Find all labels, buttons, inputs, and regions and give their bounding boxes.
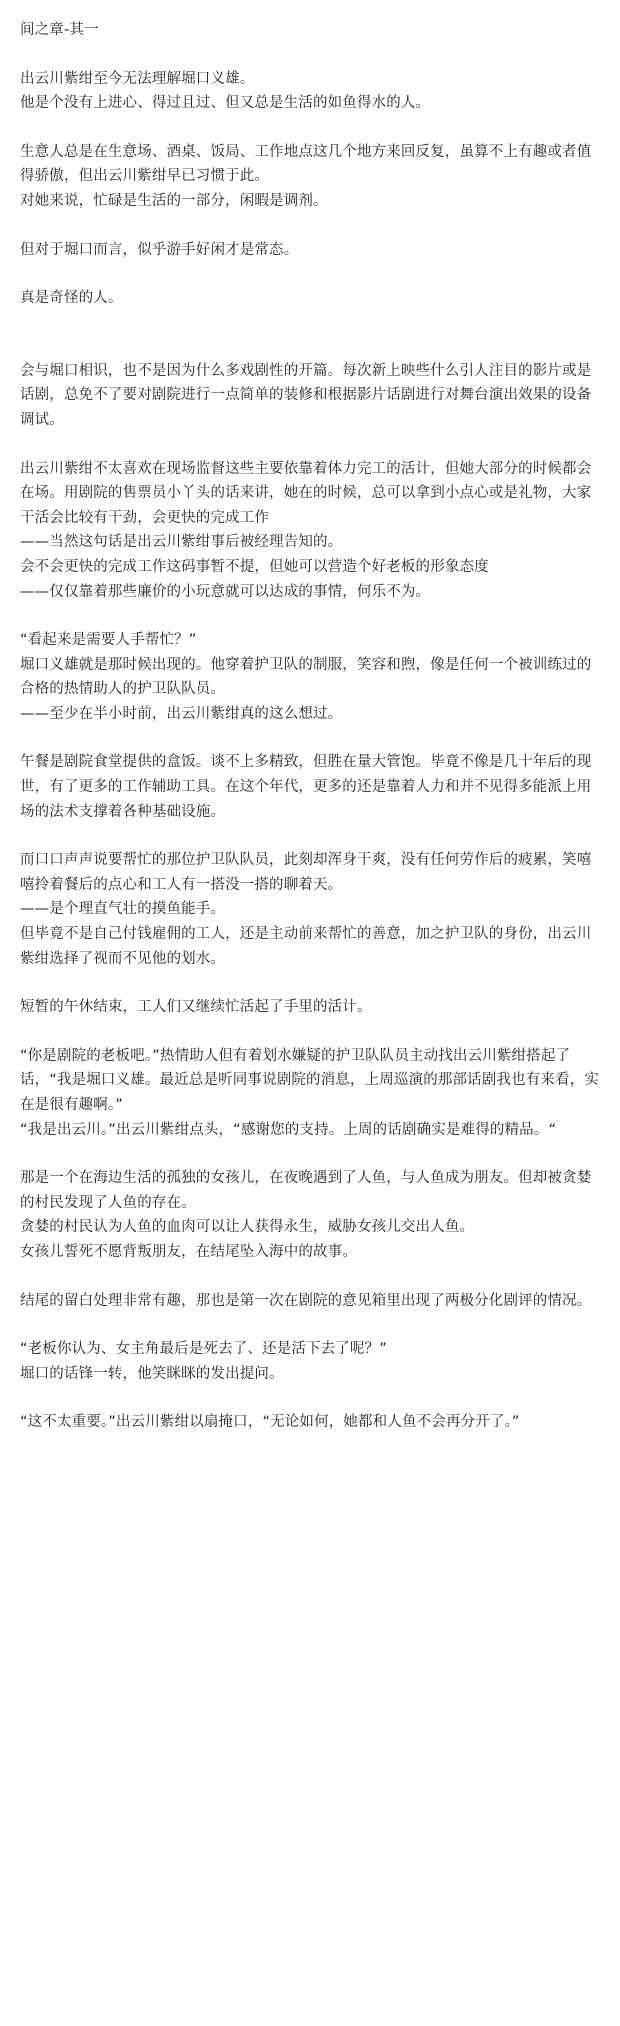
text-line: 会与堀口相识，也不是因为什么多戏剧性的开篇。每次新上映些什么引人注目的影片或是话剧，总免不了要对剧院进行一点简单的装修和根据影片话剧进行对舞台演出效果的设备调试。	[20, 362, 592, 428]
paragraph	[20, 1410, 602, 1435]
paragraph	[20, 457, 602, 605]
text-line: 生意人总是在生意场、酒桌、饭局、工作地点这几个地方来回反复，虽算不上有趣或者值得骄傲，但出云川紫绀早已习惯于此。	[20, 143, 592, 185]
text-line: “看起来是需要人手帮忙？”	[20, 632, 197, 649]
text-line: 真是奇怪的人。	[20, 290, 123, 307]
text-line: 堀口的话锋一转，他笑眯眯的发出提问。	[20, 1365, 284, 1382]
text-line: “老板你认为、女主角最后是死去了、还是活下去了呢？”	[20, 1341, 387, 1358]
chapter-title: 间之章-其一	[20, 22, 99, 38]
paragraph-list	[20, 67, 602, 1435]
text-line: 堀口义雄就是那时候出现的。他穿着护卫队的制服，笑容和煦，像是任何一个被训练过的合格的热情助人的护卫队队员。	[20, 656, 592, 698]
text-line: 那是一个在海边生活的孤独的女孩儿，在夜晚遇到了人鱼，与人鱼成为朋友。但却被贪婪的村民发现了人鱼的存在。	[20, 1170, 592, 1211]
text-line: 午餐是剧院食堂提供的盒饭。谈不上多精致，但胜在量大管饱。毕竟不像是几十年后的现世，有了更多的工作辅助工具。在这个年代，更多的还是靠着人力和并不见得多能派上用场的法术支撑着各种基础设施。	[20, 754, 592, 820]
paragraph	[20, 286, 602, 311]
text-line: 他是个没有上进心、得过且过、但又总是生活的如鱼得水的人。	[20, 95, 431, 112]
paragraph	[20, 848, 602, 971]
paragraph	[20, 995, 602, 1020]
text-line: ——当然这句话是出云川紫绀事后被经理告知的。	[20, 534, 343, 551]
text-line: “这不太重要。”出云川紫绀以扇掩口，“无论如何，她都和人鱼不会再分开了。”	[20, 1414, 520, 1431]
paragraph	[20, 359, 602, 433]
paragraph	[20, 628, 602, 726]
text-line: 而口口声声说要帮忙的那位护卫队队员，此刻却浑身干爽，没有任何劳作后的疲累，笑嘻嘻拎着餐后的点心和工人有一搭没一搭的聊着天。	[20, 852, 592, 893]
text-line: 但对于堀口而言，似乎游手好闲才是常态。	[20, 241, 299, 258]
paragraph	[20, 1337, 602, 1386]
text-line: ——是个理直气壮的摸鱼能手。	[20, 901, 226, 918]
paragraph	[20, 750, 602, 824]
paragraph	[20, 1166, 602, 1264]
paragraph	[20, 1289, 602, 1314]
text-line: “我是出云川。”出云川紫绀点头，“感谢您的支持。上周的话剧确实是难得的精品。“	[20, 1121, 557, 1138]
text-line: 结尾的留白处理非常有趣，那也是第一次在剧院的意见箱里出现了两极分化剧评的情况。	[20, 1292, 592, 1309]
paragraph	[20, 140, 602, 214]
text-line: 出云川紫绀不太喜欢在现场监督这些主要依靠着体力完工的活计，但她大部分的时候都会在场。用剧院的售票员小丫头的话来讲，她在的时候，总可以拿到小点心或是礼物，大家干活会比较有干劲，会更快的完成工作	[20, 460, 592, 526]
text-line: 但毕竟不是自己付钱雇佣的工人，还是主动前来帮忙的善意，加之护卫队的身份，出云川紫绀选择了视而不见他的划水。	[20, 926, 592, 967]
paragraph	[20, 67, 602, 116]
text-line: ——仅仅靠着那些廉价的小玩意就可以达成的事情，何乐不为。	[20, 583, 431, 600]
text-line: “你是剧院的老板吧。”热情助人但有着划水嫌疑的护卫队队员主动找出云川紫绀搭起了话，“我是堀口义雄。最近总是听同事说剧院的消息，上周巡演的那部话剧我也有来看，实在是很有趣啊。”	[20, 1047, 600, 1113]
text-line: 出云川紫绀至今无法理解堀口义雄。	[20, 70, 255, 87]
text-line: 对她来说，忙碌是生活的一部分，闲暇是调剂。	[20, 192, 328, 209]
paragraph	[20, 238, 602, 263]
text-line: 会不会更快的完成工作这码事暂不提，但她可以营造个好老板的形象态度	[20, 558, 489, 575]
text-line: 短暂的午休结束，工人们又继续忙活起了手里的活计。	[20, 999, 372, 1016]
text-line: 贪婪的村民认为人鱼的血肉可以让人获得永生，威胁女孩儿交出人鱼。	[20, 1219, 475, 1236]
paragraph	[20, 1044, 602, 1142]
text-line: ——至少在半小时前，出云川紫绀真的这么想过。	[20, 705, 343, 722]
text-line: 女孩儿誓死不愿背叛朋友，在结尾坠入海中的故事。	[20, 1243, 357, 1260]
